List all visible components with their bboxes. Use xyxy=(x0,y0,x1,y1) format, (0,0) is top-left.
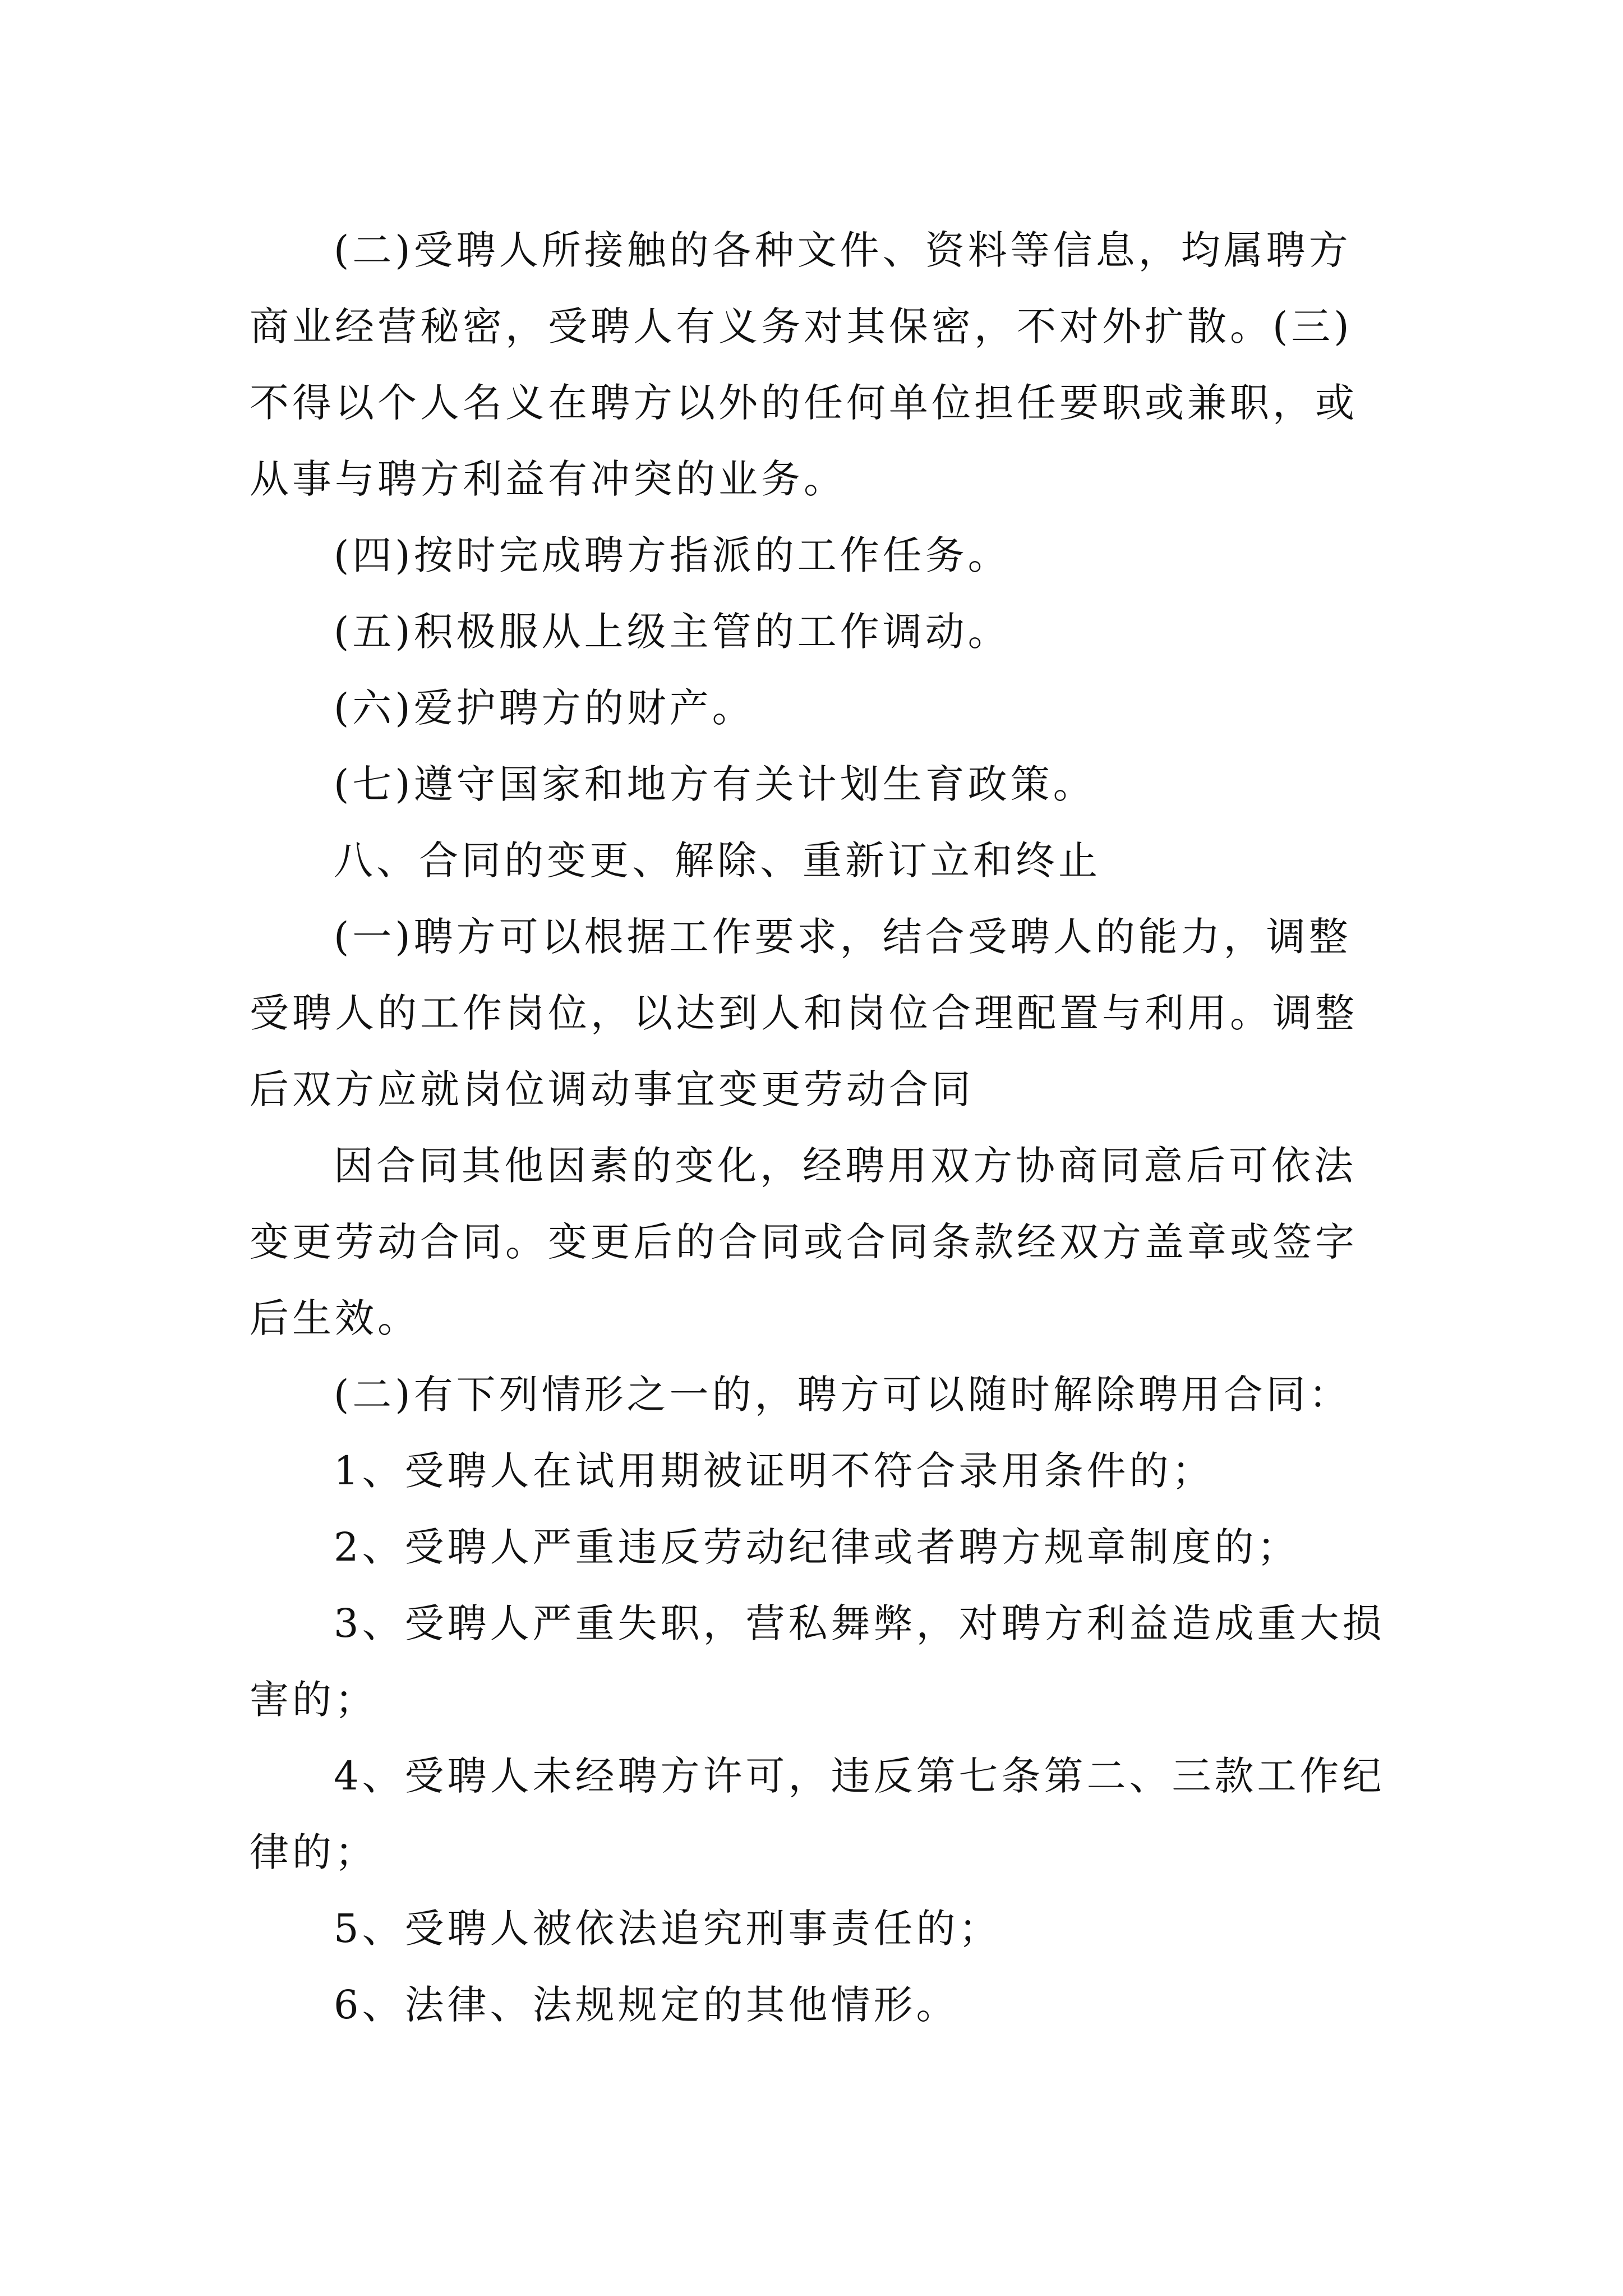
list-item-termination-4: 4、受聘人未经聘方许可，违反第七条第二、三款工作纪律的； xyxy=(250,1753,1385,1875)
paragraph-termination-2: (二)有下列情形之一的，聘方可以随时解除聘用合同： xyxy=(334,1372,1352,1418)
list-item-termination-6: 6、法律、法规规定的其他情形。 xyxy=(334,1982,959,2028)
paragraph-change-other-factors: 因合同其他因素的变化，经聘用双方协商同意后可依法变更劳动合同。变更后的合同或合同条款经双方盖章或签字后生效。 xyxy=(250,1143,1358,1341)
paragraph-duty-5: (五)积极服从上级主管的工作调动。 xyxy=(334,609,1011,655)
list-item-termination-5: 5、受聘人被依法追究刑事责任的； xyxy=(334,1906,1002,1952)
list-item-termination-2: 2、受聘人严重违反劳动纪律或者聘方规章制度的； xyxy=(334,1524,1300,1570)
list-item-termination-1: 1、受聘人在试用期被证明不符合录用条件的； xyxy=(334,1448,1215,1494)
section-heading-contract-changes: 八、合同的变更、解除、重新订立和终止 xyxy=(334,838,1101,884)
list-item-termination-3: 3、受聘人严重失职，营私舞弊，对聘方利益造成重大损害的； xyxy=(250,1600,1385,1723)
paragraph-duty-7: (七)遵守国家和地方有关计划生育政策。 xyxy=(334,761,1096,807)
paragraph-confidentiality: (二)受聘人所接触的各种文件、资料等信息，均属聘方商业经营秘密，受聘人有义务对其保密，不对外扩散。(三)不得以个人名义在聘方以外的任何单位担任要职或兼职，或从事与聘方利益有冲突的业务。 xyxy=(250,227,1358,502)
paragraph-change-1: (一)聘方可以根据工作要求，结合受聘人的能力，调整受聘人的工作岗位，以达到人和岗位合理配置与利用。调整后双方应就岗位调动事宜变更劳动合同 xyxy=(250,914,1358,1112)
document-body xyxy=(250,212,1394,2043)
paragraph-duty-4: (四)按时完成聘方指派的工作任务。 xyxy=(334,532,1011,578)
paragraph-duty-6: (六)爱护聘方的财产。 xyxy=(334,685,755,731)
